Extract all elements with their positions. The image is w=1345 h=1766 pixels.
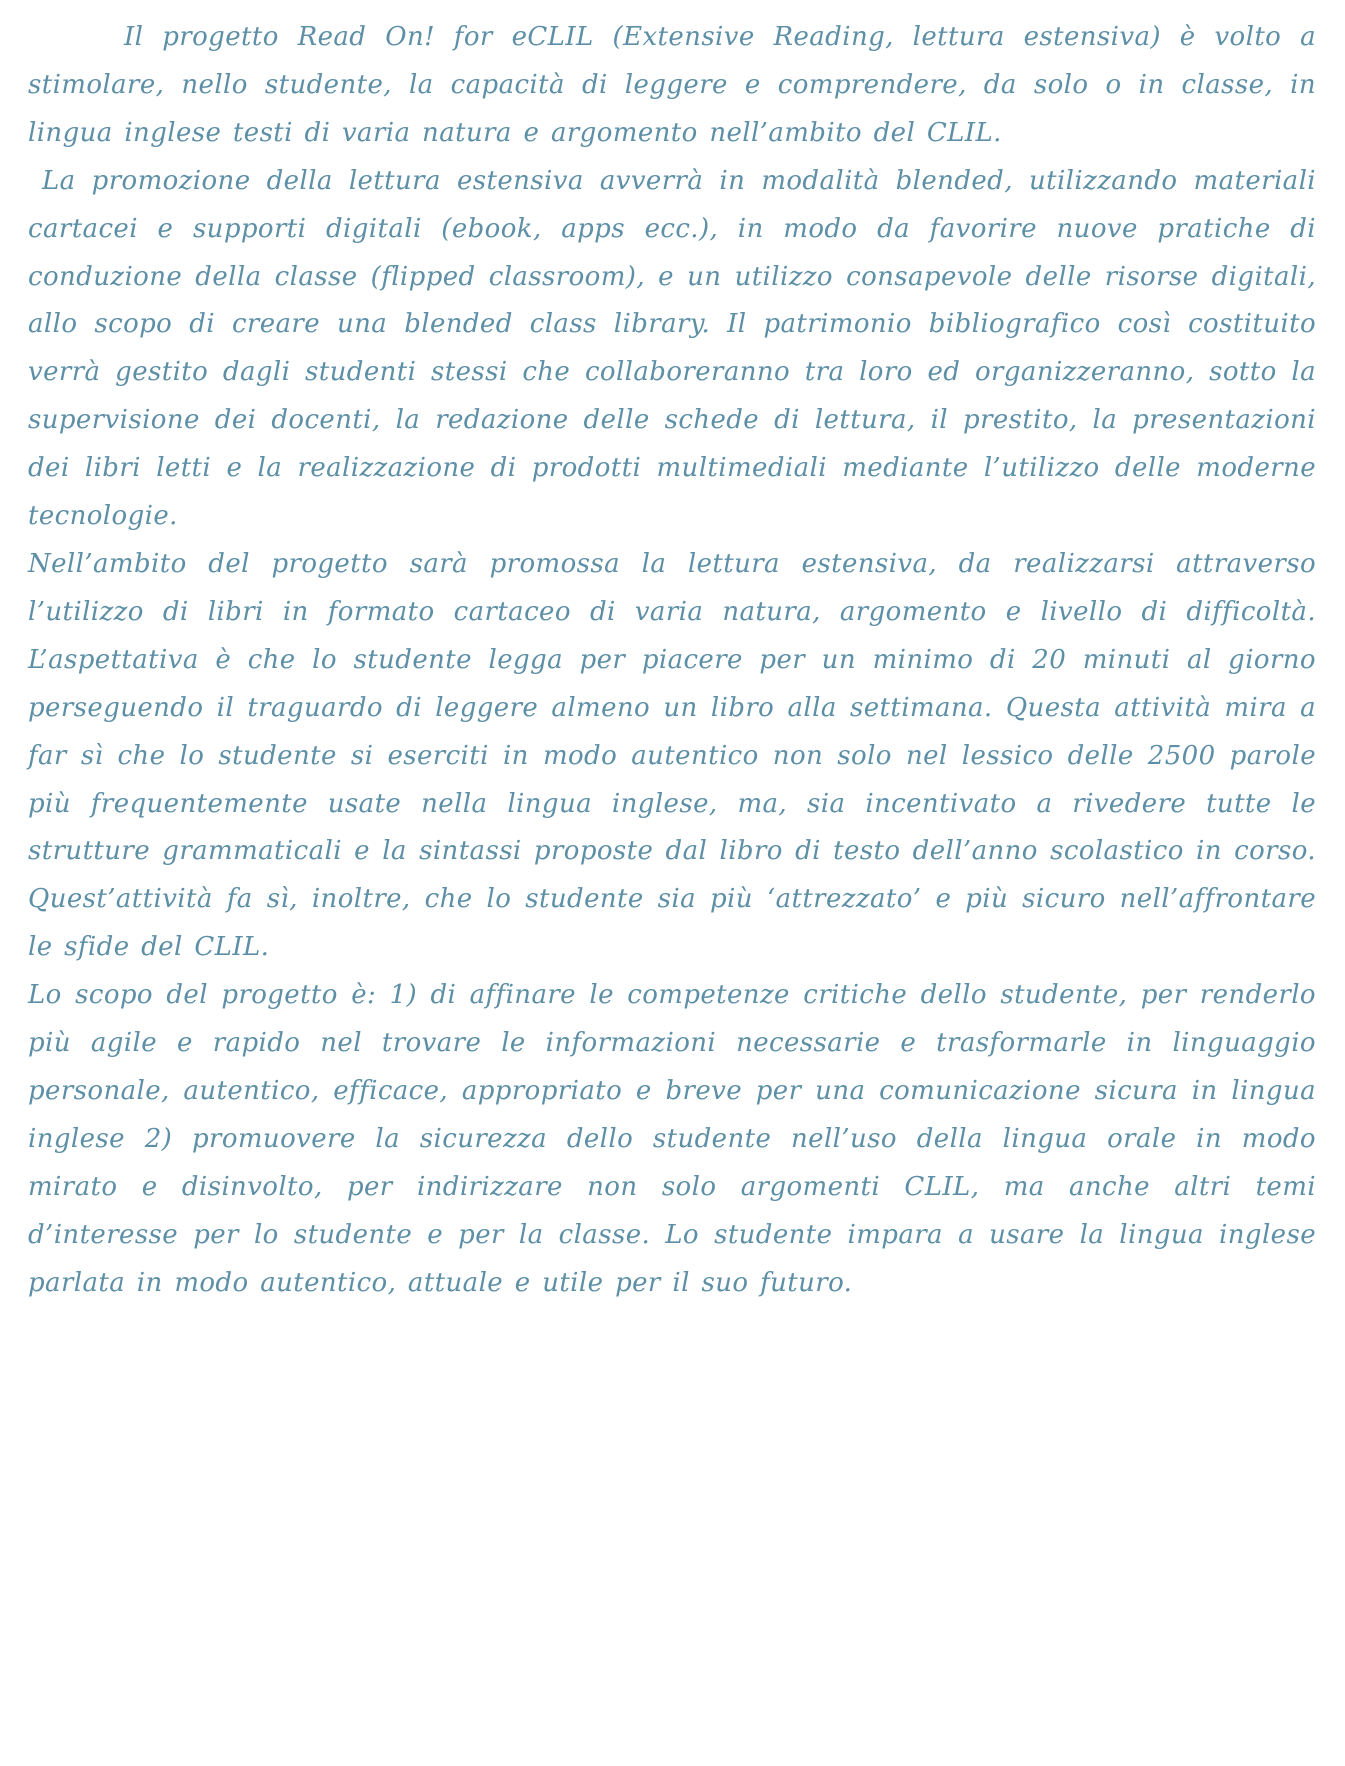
paragraph-extensive-reading: Nell’ambito del progetto sarà promossa la lettura estensiva, da realizzarsi attraverso l’utilizzo di libri in formato cartaceo di varia natura, argomento e livello di difficoltà. L’aspettativa è che lo studente legga per piacere per un minimo di 20 minuti al giorno perseguendo il traguardo di leggere almeno un libro alla settimana. Questa attività mira a far sì che lo studente si eserciti in modo autentico non solo nel lessico delle 2500 parole più frequentemente usate nella lingua inglese, ma, sia incentivato a rivedere tutte le strutture grammaticali e la sintassi proposte dal libro di testo dell’anno scolastico in corso. Quest’attività fa sì, inoltre, che lo studente sia più ‘attrezzato’ e più sicuro nell’affrontare le sfide del CLIL. xyxy=(28,548,1316,963)
document-body xyxy=(28,14,1316,1307)
paragraph-project-goals: Lo scopo del progetto è: 1) di affinare le competenze critiche dello studente, per renderlo più agile e rapido nel trovare le informazioni necessarie e trasformarle in linguaggio personale, autentico, efficace, appropriato e breve per una comunicazione sicura in lingua inglese 2) promuovere la sicurezza dello studente nell’uso della lingua orale in modo mirato e disinvolto, per indirizzare non solo argomenti CLIL, ma anche altri temi d’interesse per lo studente e per la classe. Lo studente impara a usare la lingua inglese parlata in modo autentico, attuale e utile per il suo futuro. xyxy=(28,980,1316,1298)
paragraph-blended-reading: La promozione della lettura estensiva avverrà in modalità blended, utilizzando materiali cartacei e supporti digitali (ebook, apps ecc.), in modo da favorire nuove pratiche di conduzione della classe (flipped classroom), e un utilizzo consapevole delle risorse digitali, allo scopo di creare una blended class library. Il patrimonio bibliografico così costituito verrà gestito dagli studenti stessi che collaboreranno tra loro ed organizzeranno, sotto la supervisione dei docenti, la redazione delle schede di lettura, il prestito, la presentazioni dei libri letti e la realizzazione di prodotti multimediali mediante l’utilizzo delle moderne tecnologie. xyxy=(28,165,1316,532)
paragraph-intro: Il progetto Read On! for eCLIL (Extensive Reading, lettura estensiva) è volto a stimolare, nello studente, la capacità di leggere e comprendere, da solo o in classe, in lingua inglese testi di varia natura e argomento nell’ambito del CLIL. xyxy=(28,22,1316,148)
